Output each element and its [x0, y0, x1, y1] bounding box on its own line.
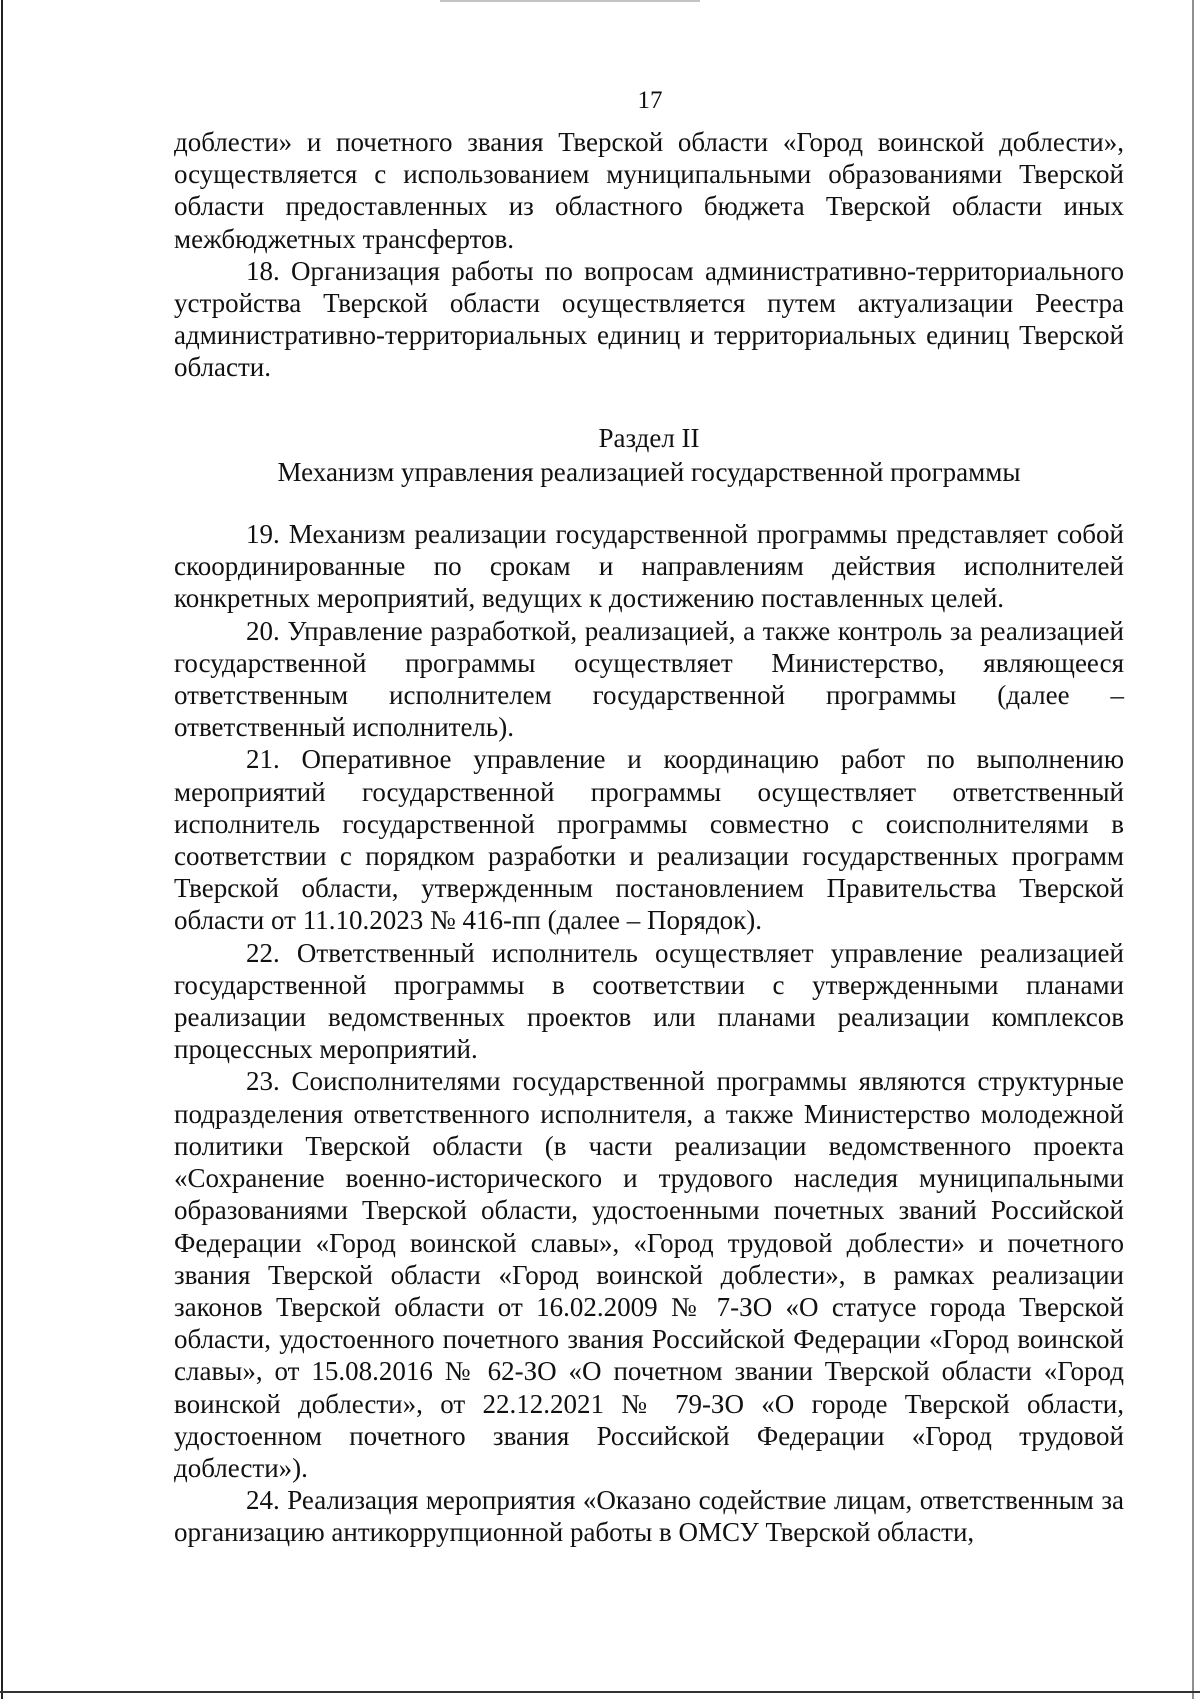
document-body [174, 126, 1124, 1549]
scan-artifact-top [440, 0, 700, 2]
scan-edge-left [1, 0, 3, 1699]
paragraph-21: 21. Оперативное управление и координацию работ по выполнению мероприятий государственной программы осуществляет ответственный исполнитель государственной программы совместно с соисполнителями в соответствии с порядком разработки и реализации государственных программ Тверской области, утвержденным постановлением Правительства Тверской области от 11.10.2023 № 416-пп (далее – Порядок). [174, 744, 1124, 936]
page-number: 17 [637, 87, 663, 114]
paragraph-22: 22. Ответственный исполнитель осуществляет управление реализацией государственной программы в соответствии с утвержденными планами реализации ведомственных проектов или планами реализации комплексов процессных мероприятий. [174, 937, 1124, 1065]
paragraph-continuation: доблести» и почетного звания Тверской области «Город воинской доблести», осуществляется с использованием муниципальными образованиями Тверской области предоставленных из областного бюджета Тверской области иных межбюджетных трансфертов. [174, 127, 1124, 254]
paragraph-19: 19. Механизм реализации государственной программы представляет собой скоординированные по срокам и направлениям действия исполнителей конкретных мероприятий, ведущих к достижению поставленных целей. [174, 519, 1124, 614]
paragraph-18: 18. Организация работы по вопросам административно-территориального устройства Тверской области осуществляется путем актуализации Реестра административно-территориальных единиц и территориальных единиц Тверской области. [174, 255, 1124, 383]
section-title: Раздел II [598, 422, 700, 453]
scan-edge-bottom [0, 1691, 1200, 1693]
paragraph-23: 23. Соисполнителями государственной программы являются структурные подразделения ответственного исполнителя, а также Министерство молодежной политики Тверской области (в части реализации ведомственного проекта «Сохранение военно-исторического и трудового наследия муниципальными образованиями Тверской области, удостоенными почетных званий Российской Федерации «Город воинской славы», «Город трудовой доблести» и почетного звания Тверской области «Город воинской доблести», в рамках реализации законов Тверской области от 16.02.2009 № 7-ЗО «О статусе города Тверской области, удостоенного почетного звания Российской Федерации «Город воинской славы», от 15.08.2016 № 62-ЗО «О почетном звании Тверской области «Город воинской доблести», от 22.12.2021 № 79-ЗО «О городе Тверской области, удостоенном почетного звания Российской Федерации «Город трудовой доблести»). [174, 1066, 1124, 1483]
section-subtitle: Механизм управления реализацией государственной программы [277, 456, 1021, 487]
paragraph-20: 20. Управление разработкой, реализацией, а также контроль за реализацией государственной программы осуществляет Министерство, являющееся ответственным исполнителем государственной программы (далее – ответственный исполнитель). [174, 615, 1124, 743]
scan-edge-right [1192, 0, 1194, 1699]
paragraph-24: 24. Реализация мероприятия «Оказано содействие лицам, ответственным за организацию антикоррупционной работы в ОМСУ Тверской области, [174, 1485, 1124, 1548]
